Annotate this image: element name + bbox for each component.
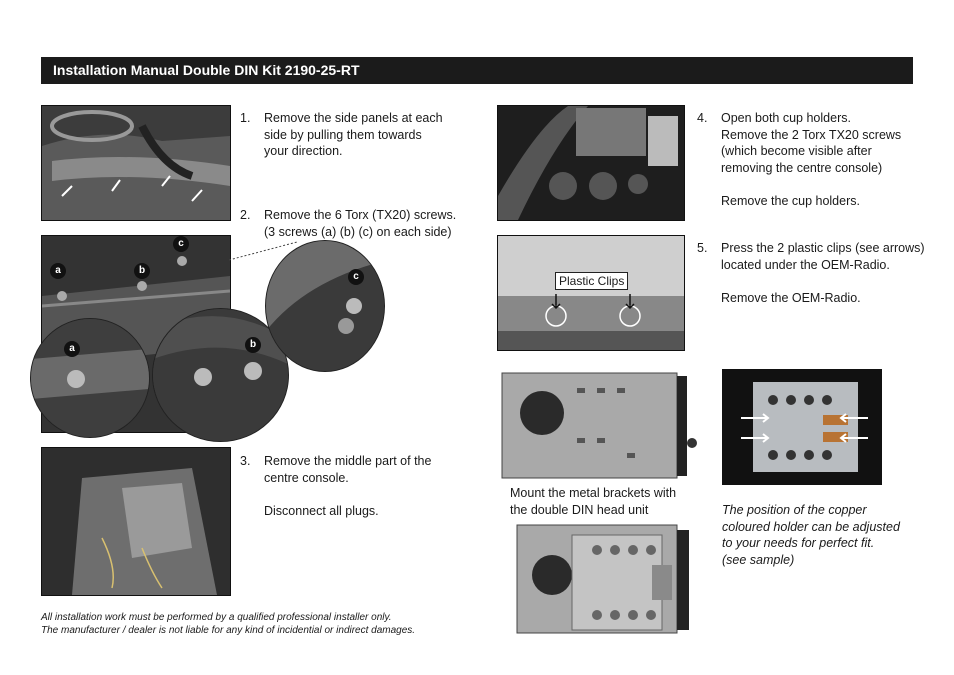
label-a-detail: a: [64, 341, 80, 357]
label-b: b: [134, 263, 150, 279]
step-line: centre console.: [264, 470, 349, 485]
centre-console-image: [42, 448, 230, 595]
step-line: Remove the cup holders.: [721, 193, 860, 208]
step-number: 5.: [697, 241, 708, 255]
step-1: [240, 110, 470, 170]
step-number: 2.: [240, 208, 251, 222]
label-c: c: [173, 236, 189, 252]
head-unit-image: [497, 368, 702, 483]
caption-line: to your needs for perfect fit.: [722, 536, 875, 550]
step-line: Disconnect all plugs.: [264, 503, 379, 518]
cup-holders-image: [498, 106, 684, 220]
caption-line: Mount the metal brackets with: [510, 486, 677, 500]
photo-head-unit-brackets: [502, 520, 702, 636]
caption-line: the double DIN head unit: [510, 502, 649, 517]
step-line: (3 screws (a) (b) (c) on each side): [264, 224, 452, 239]
step-number: 3.: [240, 454, 251, 468]
step-line: side by pulling them towards: [264, 127, 422, 142]
caption-line: (see sample): [722, 552, 795, 567]
step-line: Press the 2 plastic clips (see arrows): [721, 241, 925, 255]
side-panels-image: [42, 106, 230, 220]
header-bar: [41, 57, 913, 84]
head-unit-brackets-image: [502, 520, 702, 636]
step-line: removing the centre console): [721, 160, 883, 175]
step-line: located under the OEM-Radio.: [721, 257, 890, 272]
step-line: Remove the 6 Torx (TX20) screws.: [264, 208, 457, 222]
page-title: Installation Manual Double DIN Kit 2190-25-RT: [53, 62, 360, 78]
detail-a-image: [31, 319, 149, 437]
step-line: Remove the OEM-Radio.: [721, 290, 861, 305]
footer-line-1: All installation work must be performed by a qualified professional installer only.: [41, 612, 392, 623]
step-4: [697, 110, 927, 210]
photo-centre-console: [41, 447, 231, 596]
step-number: 1.: [240, 111, 251, 125]
photo-head-unit: [497, 368, 702, 483]
step-line: Remove the 2 Torx TX20 screws: [721, 127, 902, 142]
photo-side-panels: [41, 105, 231, 221]
plastic-clips-image: [498, 236, 684, 350]
footer-line-2: The manufacturer / dealer is not liable for any kind of incidential or indirect damages.: [41, 625, 416, 636]
footer-disclaimer: [41, 611, 415, 637]
detail-circle-a: [30, 318, 150, 438]
position-caption: [722, 502, 900, 568]
step-number: 4.: [697, 111, 708, 125]
label-c-detail: c: [348, 269, 364, 285]
caption-line: coloured holder can be adjusted: [722, 519, 900, 534]
label-b-detail: b: [245, 337, 261, 353]
step-line: Open both cup holders.: [721, 111, 851, 125]
mount-caption: [510, 485, 676, 518]
step-3: [240, 453, 470, 523]
step-line: Remove the middle part of the: [264, 454, 432, 468]
label-a: a: [50, 263, 66, 279]
photo-bracket-sample: [722, 369, 882, 485]
photo-plastic-clips: [497, 235, 685, 351]
step-line: Remove the side panels at each: [264, 111, 443, 125]
step-line: your direction.: [264, 144, 343, 158]
plastic-clips-label: Plastic Clips: [555, 272, 628, 290]
step-5: [697, 240, 937, 310]
step-2: [240, 207, 480, 247]
bracket-sample-image: [723, 370, 881, 484]
caption-line: The position of the copper: [722, 503, 867, 517]
step-line: (which become visible after: [721, 144, 872, 158]
photo-cup-holders: [497, 105, 685, 221]
